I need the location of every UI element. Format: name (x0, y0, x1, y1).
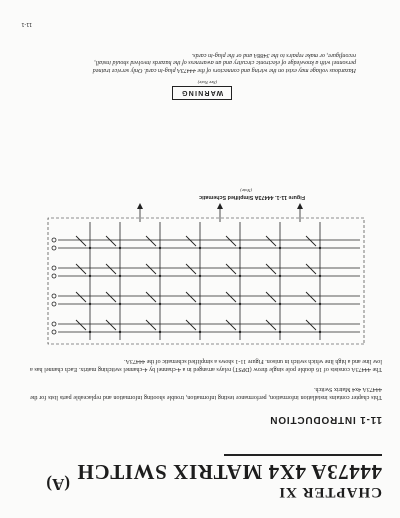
relay-contact (306, 292, 316, 302)
relay-contact (266, 236, 276, 246)
row-terminal (52, 294, 56, 298)
junction-dot (319, 247, 321, 249)
relay-contact (306, 236, 316, 246)
page-number: 11-1 (21, 21, 32, 27)
junction-dot (119, 275, 121, 277)
junction-dot (159, 275, 161, 277)
figure-subcaption: (Note) (240, 188, 252, 193)
relay-contact (186, 236, 196, 246)
junction-dot (159, 331, 161, 333)
warning-note: (See Note) (197, 80, 217, 85)
relay-contact (146, 292, 156, 302)
relay-contact (76, 236, 86, 246)
row-terminal (52, 330, 56, 334)
relay-contact (226, 264, 236, 274)
junction-dot (199, 247, 201, 249)
junction-dot (119, 331, 121, 333)
figure-caption: Figure 11-1. 44473A Simplified Schematic (199, 194, 305, 200)
junction-dot (239, 247, 241, 249)
title-underline (224, 454, 382, 456)
junction-dot (119, 247, 121, 249)
relay-contact (146, 264, 156, 274)
warning-label: WARNING (180, 89, 224, 97)
row-terminal (52, 322, 56, 326)
relay-contact (76, 292, 86, 302)
relay-contact (306, 320, 316, 330)
relay-contact (106, 236, 116, 246)
row-terminal (52, 246, 56, 250)
junction-dot (199, 303, 201, 305)
junction-dot (199, 275, 201, 277)
row-terminal (52, 266, 56, 270)
row-terminal (52, 302, 56, 306)
relay-contact (186, 264, 196, 274)
junction-dot (89, 331, 91, 333)
relay-contact (266, 320, 276, 330)
junction-dot (239, 303, 241, 305)
chapter-subtitle: (A) (46, 475, 70, 494)
channel-arrow (297, 203, 303, 209)
junction-dot (279, 275, 281, 277)
junction-dot (89, 303, 91, 305)
junction-dot (319, 303, 321, 305)
junction-dot (239, 331, 241, 333)
relay-contact (226, 236, 236, 246)
relay-contact (226, 292, 236, 302)
junction-dot (119, 303, 121, 305)
junction-dot (279, 303, 281, 305)
junction-dot (159, 303, 161, 305)
section-heading: 11-1 INTRODUCTION (269, 414, 382, 425)
channel-arrow (217, 203, 223, 209)
relay-contact (146, 236, 156, 246)
relay-contact (186, 320, 196, 330)
relay-contact (106, 320, 116, 330)
relay-contact (266, 292, 276, 302)
relay-contact (146, 320, 156, 330)
junction-dot (89, 275, 91, 277)
relay-contact (106, 264, 116, 274)
schematic-paragraph: The 44473A consists of 16 double pole single throw (DPST) relays arranged in a 4-channel by 4-channel switching matrix. Each channel has a low line and a high line which switch in unison. Figure 11-1 shows a simplified schematic of the 44473A. (30, 358, 382, 372)
junction-dot (279, 331, 281, 333)
junction-dot (199, 331, 201, 333)
relay-contact (266, 264, 276, 274)
warning-box (172, 86, 232, 100)
junction-dot (159, 247, 161, 249)
junction-dot (89, 247, 91, 249)
chapter-title: 44473A 4X4 MATRIX SWITCH (76, 460, 382, 484)
chapter-label: CHAPTER XI (278, 484, 382, 500)
relay-contact (76, 320, 86, 330)
relay-contact (186, 292, 196, 302)
junction-dot (319, 275, 321, 277)
relay-contact (306, 264, 316, 274)
schematic-border (48, 218, 364, 344)
warning-paragraph: Hazardous voltage may exist on the wiring and connectors of the 44473A plug-in card. Only service trained personnel with a knowledge of electronic circuitry and an awareness of the hazards involved should install, reconfigure, or make repairs to the 3488A and or the plug-in cards. (92, 51, 356, 73)
junction-dot (239, 275, 241, 277)
matrix-switch-schematic (40, 198, 380, 350)
junction-dot (279, 247, 281, 249)
intro-paragraph: This chapter contains installation information, performance testing information, trouble shooting information and replaceable parts lists for the 44473A 4x4 Matrix Switch. (30, 386, 382, 400)
relay-contact (76, 264, 86, 274)
relay-contact (106, 292, 116, 302)
junction-dot (319, 331, 321, 333)
row-terminal (52, 274, 56, 278)
channel-arrow (137, 203, 143, 209)
row-terminal (52, 238, 56, 242)
relay-contact (226, 320, 236, 330)
